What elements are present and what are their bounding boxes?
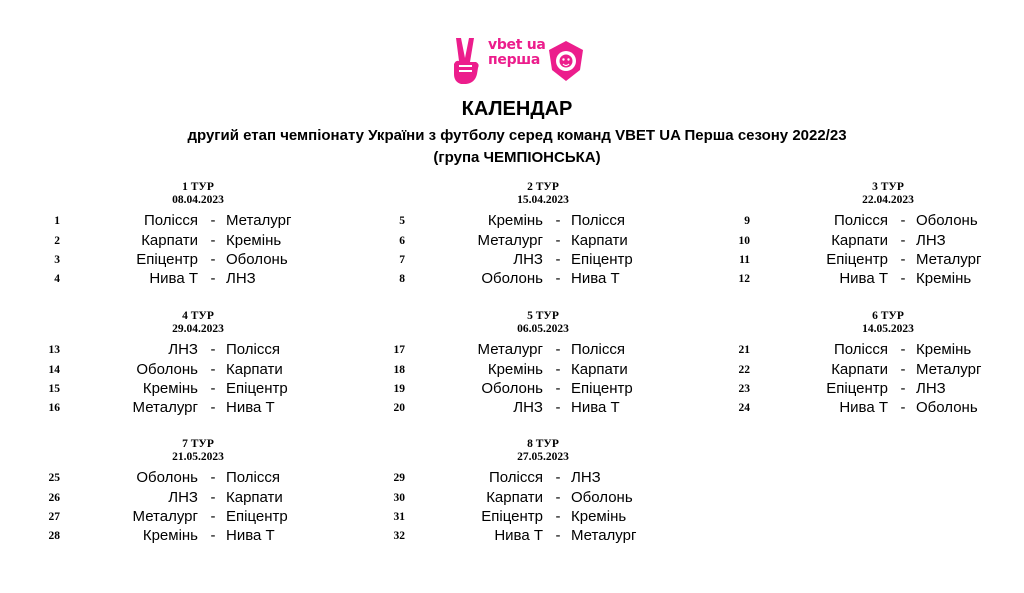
round-date: 06.05.2023 <box>517 323 569 335</box>
home-team: Полісся <box>833 341 888 358</box>
match-number: 18 <box>393 364 405 376</box>
away-team: Кремінь <box>226 232 282 249</box>
match-row <box>373 399 713 418</box>
away-team: ЛНЗ <box>571 469 601 486</box>
away-team: Полісся <box>226 341 281 358</box>
match-row <box>373 270 713 289</box>
match-separator: - <box>900 399 906 416</box>
away-team: ЛНЗ <box>916 380 946 397</box>
match-separator: - <box>210 341 216 358</box>
round-name: 2 ТУР <box>527 181 559 193</box>
home-team: ЛНЗ <box>168 489 198 506</box>
match-number: 29 <box>393 472 405 484</box>
match-separator: - <box>900 380 906 397</box>
match-row <box>373 251 713 270</box>
round-date: 29.04.2023 <box>172 323 224 335</box>
match-separator: - <box>555 251 561 268</box>
match-row <box>718 361 1024 380</box>
logo-line-1: vbet ua <box>488 37 546 53</box>
round-name: 6 ТУР <box>872 310 904 322</box>
match-number: 9 <box>744 215 750 227</box>
home-team: Кремінь <box>142 527 198 544</box>
away-team: Кремінь <box>571 508 627 525</box>
match-number: 17 <box>393 344 405 356</box>
match-separator: - <box>210 489 216 506</box>
home-team: Оболонь <box>136 361 198 378</box>
match-separator: - <box>210 361 216 378</box>
match-number: 31 <box>393 511 405 523</box>
match-row <box>28 399 368 418</box>
match-number: 23 <box>738 383 750 395</box>
match-separator: - <box>555 341 561 358</box>
home-team: ЛНЗ <box>168 341 198 358</box>
home-team: Кремінь <box>142 380 198 397</box>
match-row <box>373 527 713 546</box>
match-row <box>718 212 1024 231</box>
match-row <box>28 361 368 380</box>
away-team: Епіцентр <box>571 380 633 397</box>
home-team: Нива Т <box>839 270 888 287</box>
match-row <box>28 380 368 399</box>
match-number: 19 <box>393 383 405 395</box>
away-team: Карпати <box>226 489 283 506</box>
match-row <box>373 489 713 508</box>
round-date: 27.05.2023 <box>517 451 569 463</box>
match-row <box>28 508 368 527</box>
league-logo <box>448 36 588 88</box>
home-team: Оболонь <box>481 380 543 397</box>
match-number: 28 <box>48 530 60 542</box>
away-team: Полісся <box>571 341 626 358</box>
match-separator: - <box>555 361 561 378</box>
match-separator: - <box>210 270 216 287</box>
round-date: 21.05.2023 <box>172 451 224 463</box>
away-team: Нива Т <box>226 399 275 416</box>
match-row <box>28 489 368 508</box>
match-separator: - <box>210 212 216 229</box>
away-team: Оболонь <box>226 251 288 268</box>
match-row <box>373 469 713 488</box>
home-team: ЛНЗ <box>513 399 543 416</box>
round-name: 1 ТУР <box>182 181 214 193</box>
home-team: Нива Т <box>149 270 198 287</box>
away-team: Карпати <box>226 361 283 378</box>
match-row <box>718 270 1024 289</box>
group-label: (група ЧЕМПІОНСЬКА) <box>433 149 601 166</box>
page-subtitle: другий етап чемпіонату України з футболу серед команд VBET UA Перша сезону 2022/23 <box>187 127 847 144</box>
match-row <box>28 232 368 251</box>
match-number: 22 <box>738 364 750 376</box>
away-team: Нива Т <box>571 399 620 416</box>
away-team: Металург <box>916 361 982 378</box>
away-team: Карпати <box>571 361 628 378</box>
home-team: Епіцентр <box>481 508 543 525</box>
page-title: КАЛЕНДАР <box>461 98 573 120</box>
home-team: ЛНЗ <box>513 251 543 268</box>
match-number: 30 <box>393 492 405 504</box>
round-name: 7 ТУР <box>182 438 214 450</box>
match-row <box>28 251 368 270</box>
match-number: 24 <box>738 402 750 414</box>
away-team: Металург <box>571 527 637 544</box>
match-row <box>718 251 1024 270</box>
home-team: Карпати <box>141 232 198 249</box>
match-separator: - <box>555 380 561 397</box>
away-team: Кремінь <box>916 341 972 358</box>
home-team: Нива Т <box>839 399 888 416</box>
match-separator: - <box>555 469 561 486</box>
match-row <box>373 341 713 360</box>
match-row <box>718 399 1024 418</box>
away-team: ЛНЗ <box>916 232 946 249</box>
match-row <box>28 341 368 360</box>
home-team: Металург <box>132 399 198 416</box>
home-team: Металург <box>132 508 198 525</box>
round-date: 22.04.2023 <box>862 194 914 206</box>
logo-text <box>488 38 546 68</box>
home-team: Кремінь <box>487 361 543 378</box>
round-name: 5 ТУР <box>527 310 559 322</box>
round-date: 15.04.2023 <box>517 194 569 206</box>
match-number: 3 <box>54 254 60 266</box>
match-number: 25 <box>48 472 60 484</box>
match-number: 15 <box>48 383 60 395</box>
match-number: 12 <box>738 273 750 285</box>
match-number: 32 <box>393 530 405 542</box>
match-separator: - <box>900 270 906 287</box>
round-date: 08.04.2023 <box>172 194 224 206</box>
match-separator: - <box>210 399 216 416</box>
match-separator: - <box>900 341 906 358</box>
away-team: Полісся <box>571 212 626 229</box>
away-team: Епіцентр <box>571 251 633 268</box>
match-separator: - <box>210 380 216 397</box>
match-row <box>718 380 1024 399</box>
round-name: 3 ТУР <box>872 181 904 193</box>
home-team: Оболонь <box>481 270 543 287</box>
match-separator: - <box>210 508 216 525</box>
match-separator: - <box>900 251 906 268</box>
match-separator: - <box>555 527 561 544</box>
match-number: 1 <box>54 215 60 227</box>
match-separator: - <box>555 399 561 416</box>
match-number: 11 <box>739 254 750 266</box>
match-row <box>373 361 713 380</box>
match-row <box>28 469 368 488</box>
match-separator: - <box>555 508 561 525</box>
home-team: Карпати <box>486 489 543 506</box>
away-team: Металург <box>226 212 292 229</box>
match-number: 6 <box>399 235 405 247</box>
match-separator: - <box>210 232 216 249</box>
home-team: Карпати <box>831 361 888 378</box>
round-name: 4 ТУР <box>182 310 214 322</box>
match-row <box>28 527 368 546</box>
match-number: 5 <box>399 215 405 227</box>
match-number: 20 <box>393 402 405 414</box>
match-separator: - <box>555 270 561 287</box>
home-team: Полісся <box>833 212 888 229</box>
away-team: Кремінь <box>916 270 972 287</box>
match-row <box>718 341 1024 360</box>
match-row <box>28 212 368 231</box>
match-number: 8 <box>399 273 405 285</box>
match-separator: - <box>555 212 561 229</box>
match-separator: - <box>210 527 216 544</box>
match-number: 2 <box>54 235 60 247</box>
match-number: 21 <box>738 344 750 356</box>
home-team: Металург <box>477 232 543 249</box>
match-row <box>373 232 713 251</box>
match-separator: - <box>900 232 906 249</box>
match-separator: - <box>210 251 216 268</box>
match-row <box>373 380 713 399</box>
home-team: Карпати <box>831 232 888 249</box>
match-row <box>373 212 713 231</box>
match-number: 13 <box>48 344 60 356</box>
home-team: Нива Т <box>494 527 543 544</box>
home-team: Полісся <box>143 212 198 229</box>
match-number: 7 <box>399 254 405 266</box>
match-number: 14 <box>48 364 60 376</box>
match-separator: - <box>555 489 561 506</box>
lion-crest-icon <box>548 40 584 82</box>
home-team: Металург <box>477 341 543 358</box>
logo-line-2: перша <box>488 52 541 68</box>
match-row <box>373 508 713 527</box>
victory-hand-icon <box>450 36 484 86</box>
home-team: Полісся <box>488 469 543 486</box>
away-team: Нива Т <box>571 270 620 287</box>
match-separator: - <box>900 361 906 378</box>
match-row <box>718 232 1024 251</box>
match-separator: - <box>555 232 561 249</box>
round-name: 8 ТУР <box>527 438 559 450</box>
home-team: Епіцентр <box>826 380 888 397</box>
away-team: Полісся <box>226 469 281 486</box>
away-team: Епіцентр <box>226 508 288 525</box>
away-team: Оболонь <box>916 212 978 229</box>
away-team: Карпати <box>571 232 628 249</box>
away-team: Нива Т <box>226 527 275 544</box>
away-team: Оболонь <box>571 489 633 506</box>
match-number: 27 <box>48 511 60 523</box>
match-number: 16 <box>48 402 60 414</box>
round-date: 14.05.2023 <box>862 323 914 335</box>
match-number: 10 <box>738 235 750 247</box>
home-team: Епіцентр <box>136 251 198 268</box>
home-team: Оболонь <box>136 469 198 486</box>
away-team: Оболонь <box>916 399 978 416</box>
match-number: 26 <box>48 492 60 504</box>
match-row <box>28 270 368 289</box>
away-team: Металург <box>916 251 982 268</box>
away-team: ЛНЗ <box>226 270 256 287</box>
home-team: Кремінь <box>487 212 543 229</box>
match-separator: - <box>900 212 906 229</box>
away-team: Епіцентр <box>226 380 288 397</box>
match-separator: - <box>210 469 216 486</box>
match-number: 4 <box>54 273 60 285</box>
home-team: Епіцентр <box>826 251 888 268</box>
